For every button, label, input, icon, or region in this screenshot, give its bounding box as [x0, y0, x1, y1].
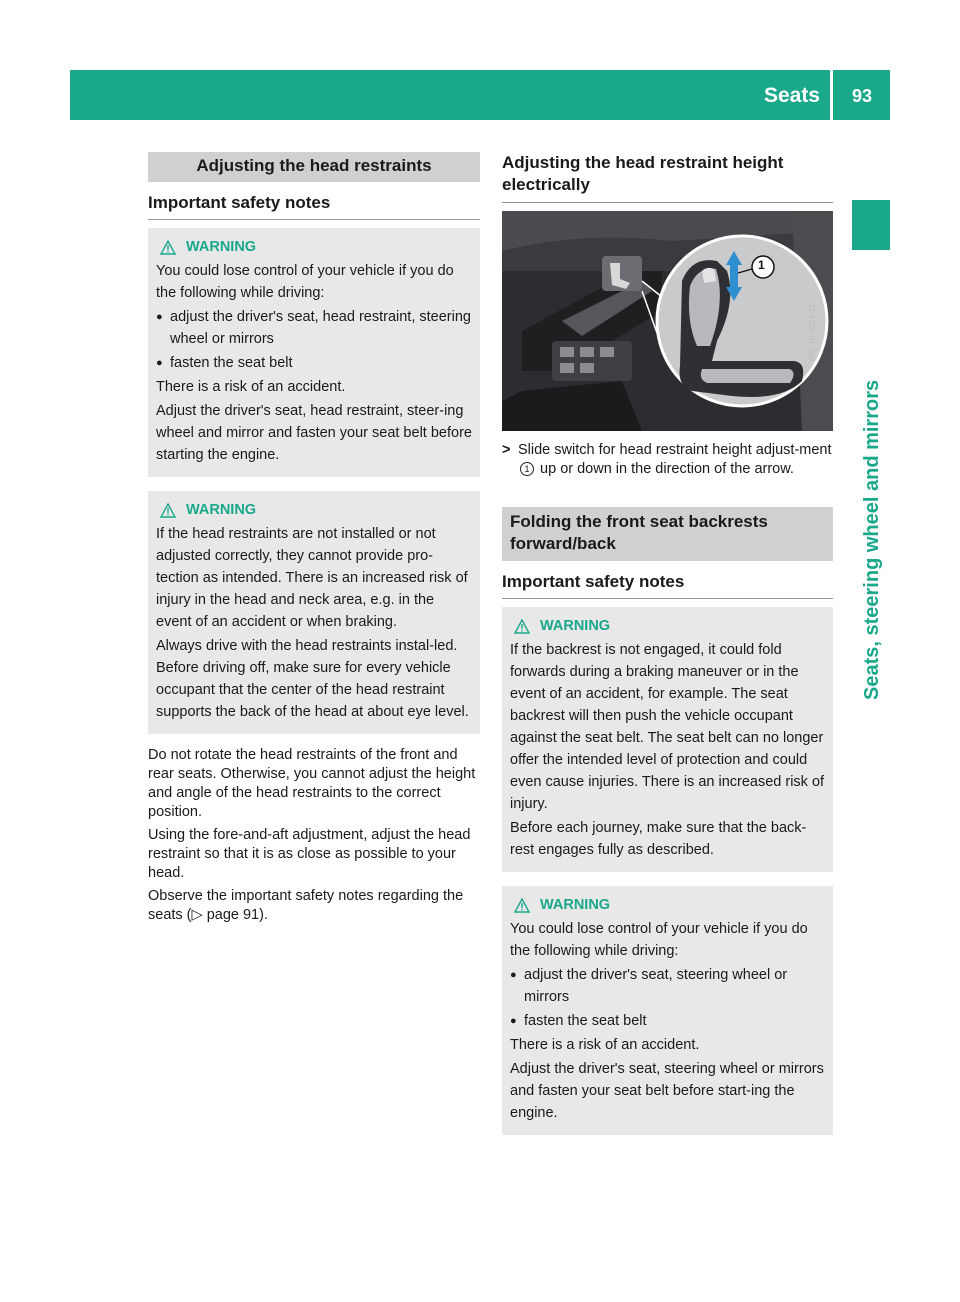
warning-label: WARNING [186, 239, 257, 255]
section-banner-head-restraints: Adjusting the head restraints [148, 152, 480, 182]
callout-number-icon: 1 [520, 462, 534, 476]
side-tab-marker [852, 200, 890, 250]
door-panel-photo [502, 211, 833, 431]
step-text [518, 441, 833, 479]
list-item: ● adjust the driver's seat, head restraint, steering wheel or mirrors [156, 306, 472, 350]
warning-triangle-icon [160, 503, 176, 518]
warning-header [510, 615, 825, 637]
warning-text: Always drive with the head restraints instal-led. Before driving off, make sure for every vehicle occupant that the center of the head restraint supports the back of the head at about eye level. [156, 638, 469, 720]
subheading-safety-notes: Important safety notes [502, 561, 833, 599]
subheading-safety-notes: Important safety notes [148, 182, 480, 220]
section-title-head-restraint-height: Adjusting the head restraint height electrically [502, 152, 833, 203]
warning-text: Before each journey, make sure that the back-rest engages fully as described. [510, 820, 807, 858]
right-column [502, 152, 833, 1135]
spacer [502, 479, 833, 507]
warning-header [156, 499, 472, 521]
warning-intro: You could lose control of your vehicle if you do the following while driving: [510, 921, 808, 959]
list-item-text: fasten the seat belt [524, 1013, 647, 1029]
list-item: ● adjust the driver's seat, steering wheel or mirrors [510, 964, 825, 1008]
warning-box [148, 491, 480, 734]
warning-risk: There is a risk of an accident. [156, 379, 346, 395]
chapter-title: Seats [763, 84, 820, 107]
warning-label: WARNING [540, 897, 611, 913]
side-chapter-label: Seats, steering wheel and mirrors [861, 379, 883, 700]
warning-triangle-icon [514, 619, 530, 634]
instruction-step [502, 441, 833, 479]
warning-triangle-icon [514, 898, 530, 913]
warning-intro: You could lose control of your vehicle if you do the following while driving: [156, 263, 454, 301]
header-divider [830, 70, 833, 120]
warning-box [502, 607, 833, 872]
list-item-text: fasten the seat belt [170, 355, 293, 371]
body-paragraph-page-reference: Observe the important safety notes regarding the seats (▷ page 91). [148, 888, 464, 923]
warning-header [510, 894, 825, 916]
page-header [70, 70, 890, 120]
step-arrow-icon: > [502, 442, 511, 458]
seat-switch-illustration [502, 211, 833, 431]
step-text-before: Slide switch for head restraint height adjust-ment [518, 442, 832, 458]
warning-label: WARNING [540, 618, 611, 634]
figure-callout-number: 1 [758, 258, 765, 272]
list-item-text: adjust the driver's seat, head restraint, steering wheel or mirrors [170, 309, 471, 347]
warning-box [502, 886, 833, 1135]
body-paragraph: Do not rotate the head restraints of the front and rear seats. Otherwise, you cannot adjust the height and angle of the head restraints to the correct position. [148, 747, 476, 820]
list-item: ● fasten the seat belt [510, 1010, 825, 1032]
warning-text: If the backrest is not engaged, it could fold forwards during a braking maneuver or in the event of an accident, for example. The seat backrest will then push the vehicle occupant against the seat belt. The seat belt can no longer offer the intended level of protection and could even cause injuries. There is an increased risk of injury. [510, 642, 825, 812]
warning-text: If the head restraints are not installed or not adjusted correctly, they cannot provide pro-tection as intended. There is an increased risk of injury in the head and neck area, e.g. in the event of an accident or when braking. [156, 526, 468, 630]
step-text-after: up or down in the direction of the arrow. [540, 461, 794, 477]
warning-advice: Adjust the driver's seat, steering wheel or mirrors and fasten your seat belt before start-ing the engine. [510, 1061, 824, 1121]
warning-triangle-icon [160, 240, 176, 255]
figure-code: P91.10-3124-31 [808, 303, 817, 361]
warning-box [148, 228, 480, 477]
body-paragraph: Using the fore-and-aft adjustment, adjust the head restraint so that it is as close as possible to your head. [148, 827, 471, 881]
warning-header [156, 236, 472, 258]
warning-risk: There is a risk of an accident. [510, 1037, 700, 1053]
left-column [148, 152, 480, 929]
warning-advice: Adjust the driver's seat, head restraint, steer-ing wheel and mirror and fasten your seat belt before starting the engine. [156, 403, 472, 463]
list-item-text: adjust the driver's seat, steering wheel or mirrors [524, 967, 788, 1005]
section-banner-folding-backrests: Folding the front seat backrests forward/back [502, 507, 833, 561]
page-number: 93 [851, 86, 872, 106]
list-item: ● fasten the seat belt [156, 352, 472, 374]
warning-label: WARNING [186, 502, 257, 518]
